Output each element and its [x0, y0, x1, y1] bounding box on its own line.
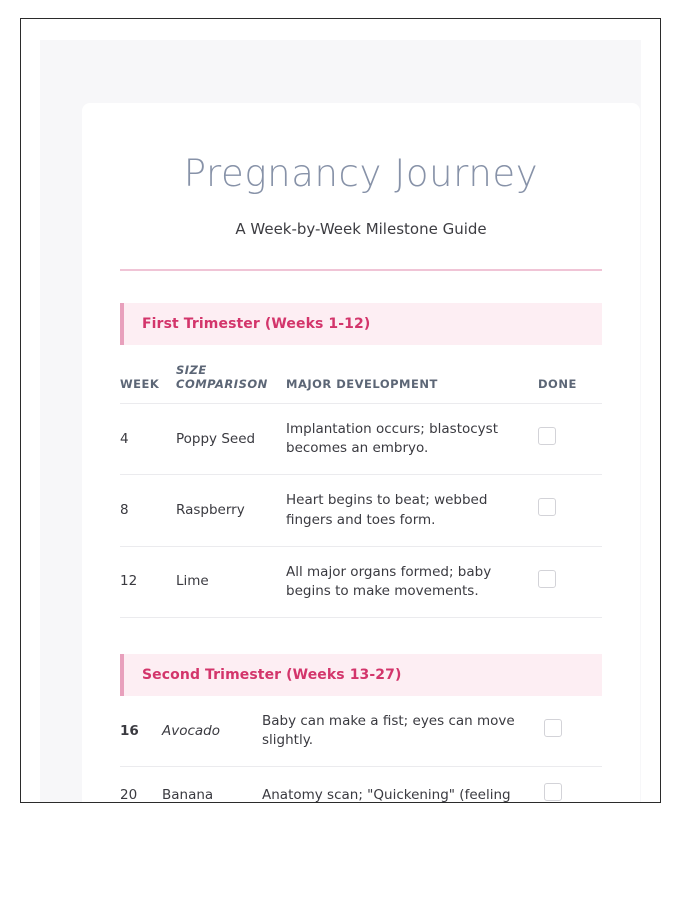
section-header-first-trimester [120, 303, 602, 345]
cell-major-development: Implantation occurs; blastocyst becomes an embryo. [286, 404, 538, 475]
done-checkbox[interactable] [544, 783, 562, 801]
browser-viewport-frame [20, 18, 661, 803]
cell-done [538, 404, 602, 475]
cell-size-comparison: Avocado [162, 696, 262, 767]
cell-done [538, 546, 602, 617]
cell-size-comparison: Poppy Seed [176, 404, 286, 475]
cell-done [530, 696, 602, 767]
table-header-row [120, 345, 602, 404]
done-checkbox[interactable] [538, 570, 556, 588]
page-background [40, 40, 641, 803]
page-subtitle: A Week-by-Week Milestone Guide [235, 219, 487, 238]
table-row [120, 546, 602, 617]
document-card [82, 103, 640, 803]
table-row [120, 767, 602, 803]
cell-week: 4 [120, 404, 176, 475]
cell-size-comparison: Banana [162, 767, 262, 803]
cell-size-comparison: Lime [176, 546, 286, 617]
done-checkbox[interactable] [538, 498, 556, 516]
table-body [120, 696, 602, 803]
title-divider [120, 269, 602, 271]
table-row [120, 475, 602, 546]
table-body [120, 404, 602, 618]
page-title: Pregnancy Journey [183, 152, 539, 195]
cell-week: 8 [120, 475, 176, 546]
column-header-done: DONE [538, 345, 602, 404]
cell-done [530, 767, 602, 803]
column-header-size-comparison: SIZE COMPARISON [176, 345, 286, 404]
cell-done [538, 475, 602, 546]
section-header-second-trimester [120, 654, 602, 696]
done-checkbox[interactable] [544, 719, 562, 737]
cell-major-development: Anatomy scan; "Quickening" (feeling [262, 767, 530, 803]
cell-major-development: Baby can make a fist; eyes can move slightly. [262, 696, 530, 767]
milestones-table-second-trimester [120, 696, 602, 803]
done-checkbox[interactable] [538, 427, 556, 445]
table-header [120, 345, 602, 404]
table-row [120, 696, 602, 767]
cell-week: 20 [120, 767, 162, 803]
section-heading-label: First Trimester (Weeks 1-12) [142, 316, 371, 333]
section-heading-label: Second Trimester (Weeks 13-27) [142, 666, 402, 683]
column-header-week: WEEK [120, 345, 176, 404]
column-header-major-development: MAJOR DEVELOPMENT [286, 345, 538, 404]
cell-major-development: Heart begins to beat; webbed fingers and toes form. [286, 475, 538, 546]
table-row [120, 404, 602, 475]
cell-major-development: All major organs formed; baby begins to make movements. [286, 546, 538, 617]
milestones-table-first-trimester [120, 345, 602, 618]
cell-week: 12 [120, 546, 176, 617]
cell-week: 16 [120, 696, 162, 767]
cell-size-comparison: Raspberry [176, 475, 286, 546]
